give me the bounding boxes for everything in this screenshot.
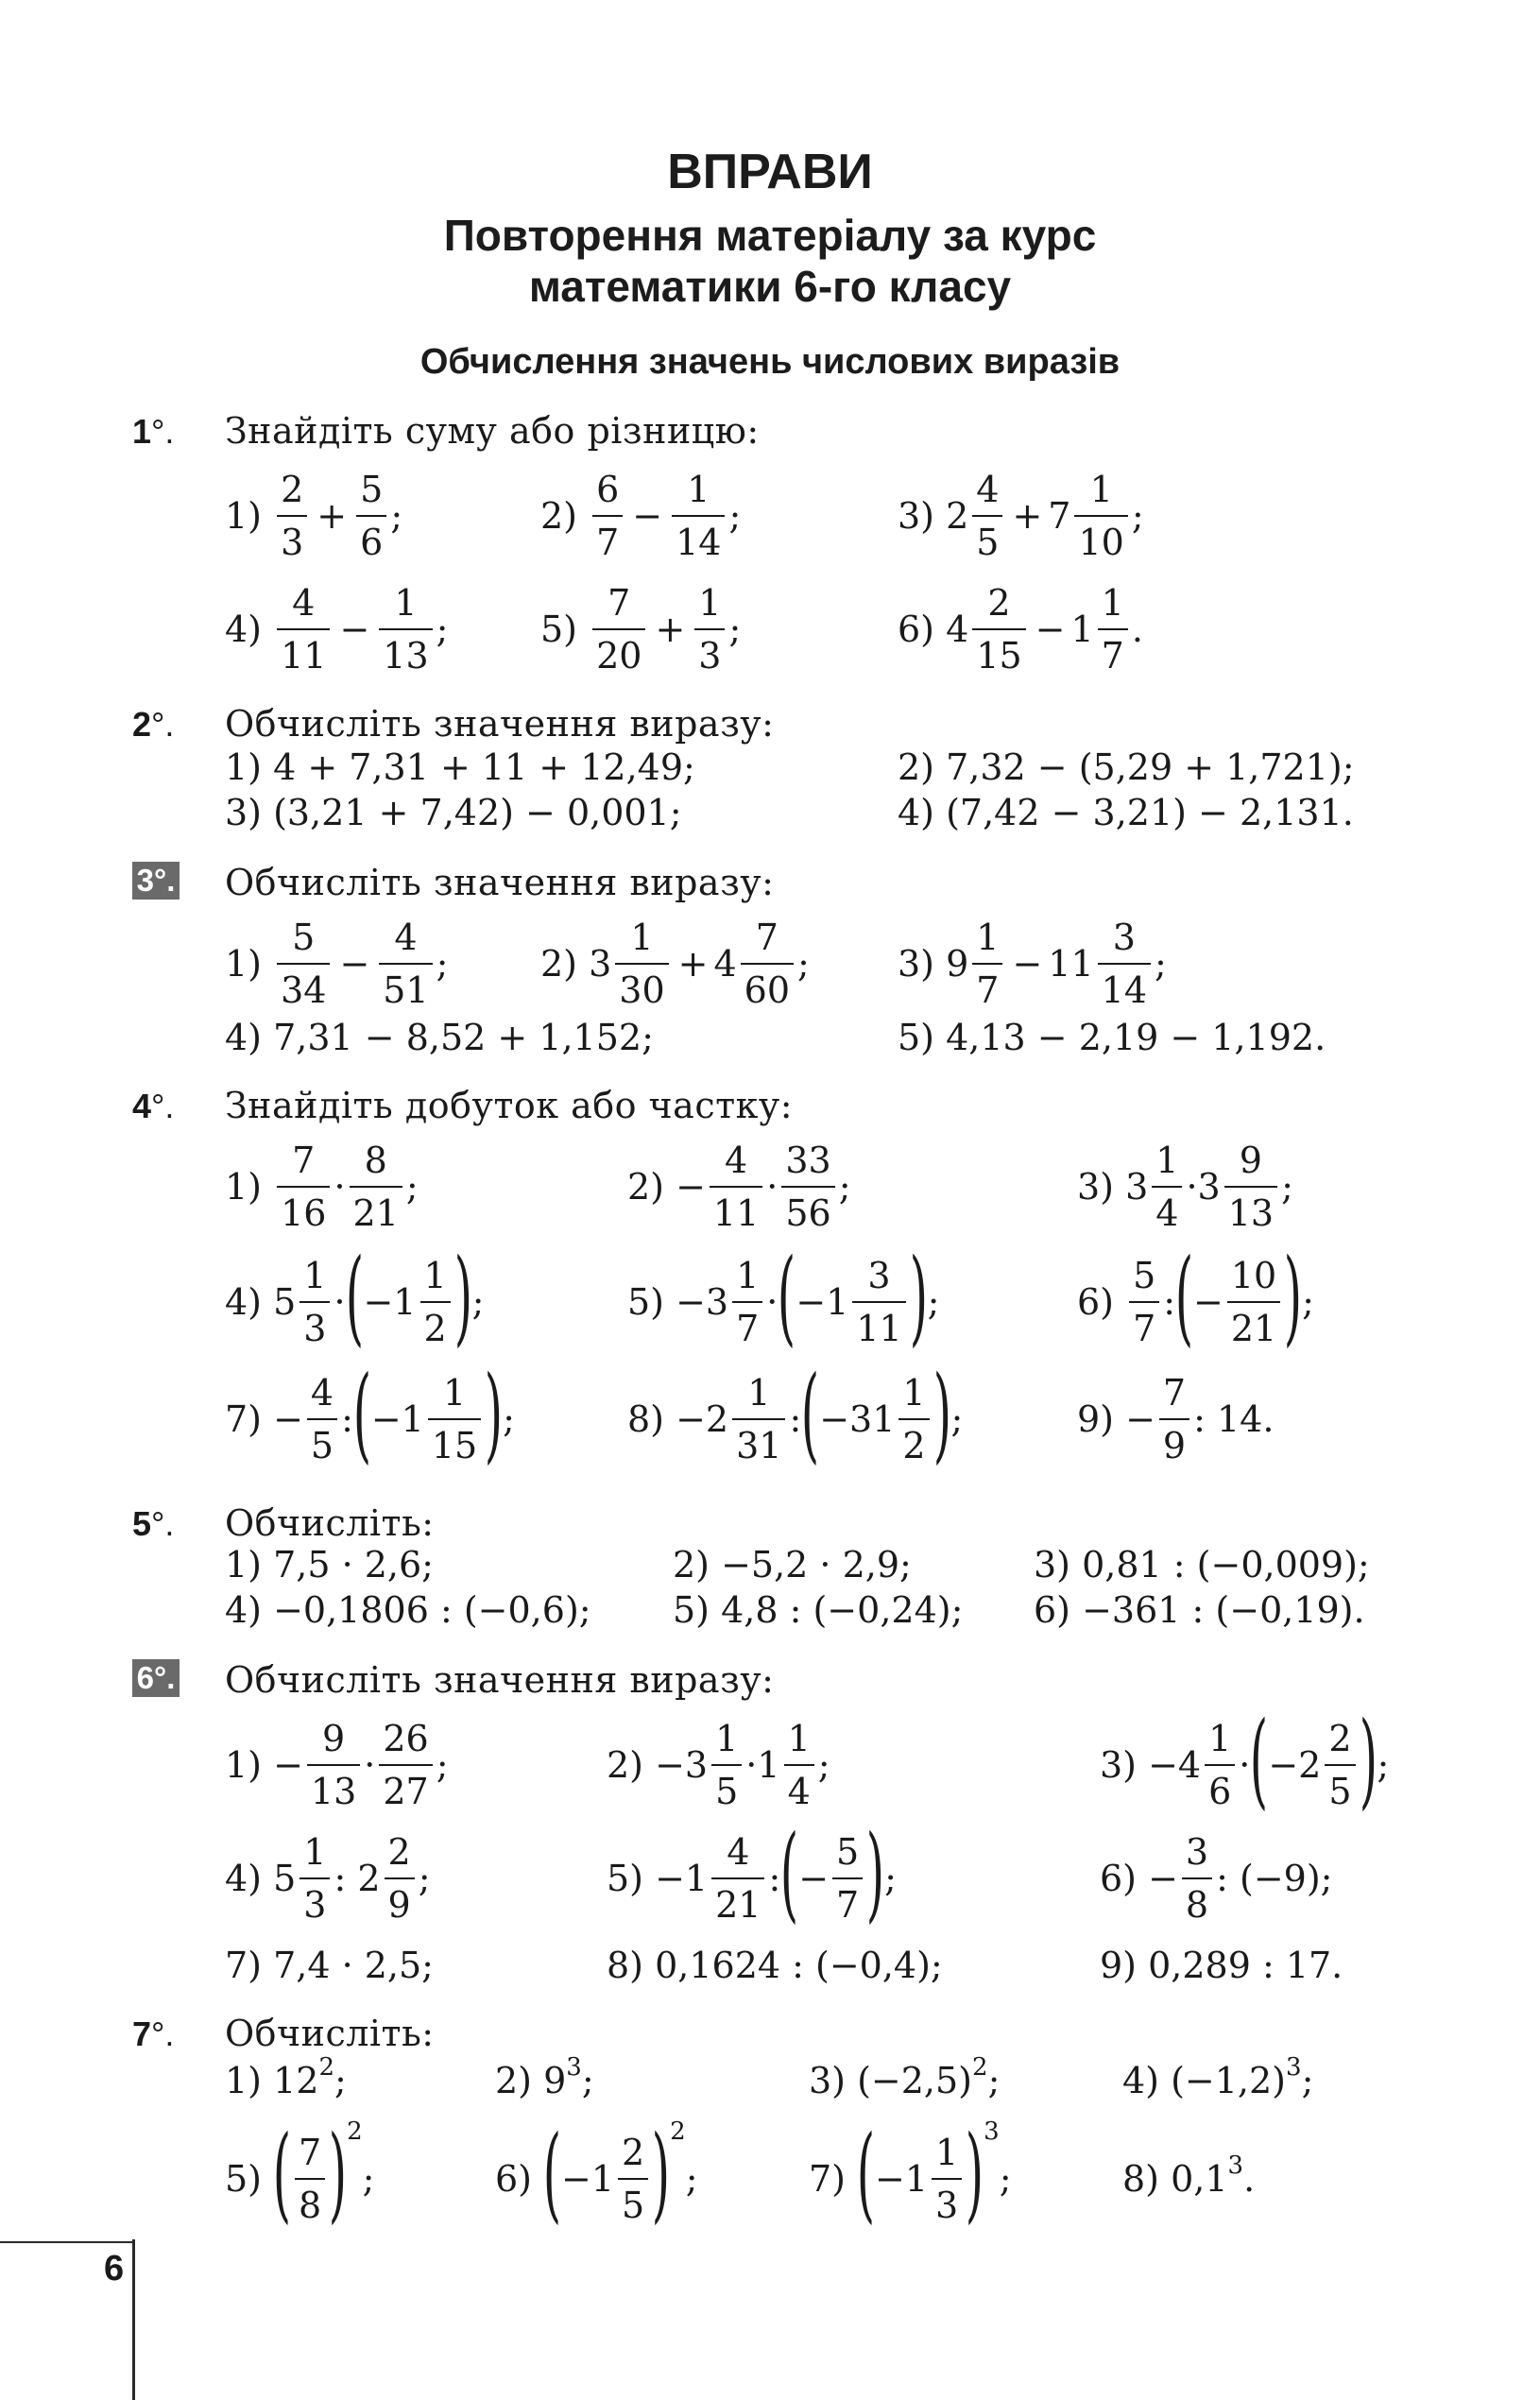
expression: 7) ( −1 $\frac{1}{3}$ ) 3 ; — [809, 2113, 1012, 2234]
expression: 2) 9 3 ; — [495, 2053, 594, 2101]
expression: 3) (3,21 + 7,42) − 0,001; — [225, 792, 682, 833]
expression: 8) 0,1 3 . — [1122, 2151, 1256, 2200]
expression: 6) 4 $\frac{2}{15}$ − 1 $\frac{1}{7}$ . — [898, 573, 1143, 686]
exercise-instruction: Знайдіть суму або різницю: — [225, 410, 760, 452]
expression: 2) − $\frac{4}{11}$ · $\frac{33}{56}$ ; — [627, 1130, 851, 1243]
expression: 6) −361 : (−0,19). — [1034, 1589, 1365, 1631]
exercise-number: 2°. — [132, 705, 175, 744]
expression: 6) − $\frac{3}{8}$ : (−9); — [1100, 1822, 1332, 1935]
page-subtitle: Повторення матеріалу за курс математики 6-го класу — [443, 211, 1097, 311]
expression: 1) $\frac{5}{34}$ − $\frac{4}{51}$ ; — [225, 907, 448, 1020]
expression: 2) 7,32 − (5,29 + 1,721); — [898, 746, 1355, 788]
expression: 3) 9 $\frac{1}{7}$ − 11 $\frac{3}{14}$ ; — [898, 907, 1167, 1020]
expression: 6) ( −1 $\frac{2}{5}$ ) 2 ; — [495, 2113, 698, 2234]
expression: 8) 0,1624 : (−0,4); — [607, 1945, 943, 1986]
expression: 7) − $\frac{4}{5}$ : ( −1 $\frac{1}{15}$ ) ; — [225, 1353, 515, 1474]
page-number: 6 — [104, 2249, 125, 2289]
expression: 4) 5 $\frac{1}{3}$ : 2 $\frac{2}{9}$ ; — [225, 1822, 431, 1935]
exercise-number: 7°. — [132, 2014, 175, 2053]
expression: 1) $\frac{2}{3}$ + $\frac{5}{6}$ ; — [225, 459, 402, 573]
exercise-number: 4°. — [132, 1087, 175, 1125]
expression: 1) 12 2 ; — [225, 2053, 347, 2101]
expression: 1) 7,5 · 2,6; — [225, 1544, 434, 1586]
exercise-instruction: Обчисліть значення виразу: — [225, 1659, 775, 1701]
expression: 4) 7,31 − 8,52 + 1,152; — [225, 1017, 654, 1058]
expression: 3) 2 $\frac{4}{5}$ + 7 $\frac{1}{10}$ ; — [898, 459, 1144, 573]
expression: 5) −1 $\frac{4}{21}$ : ( − $\frac{5}{7}$ ) ; — [607, 1812, 897, 1933]
expression: 4) 5 $\frac{1}{3}$ · ( −1 $\frac{1}{2}$ ) ; — [225, 1236, 485, 1357]
expression: 8) −2 $\frac{1}{31}$ : ( −31 $\frac{1}{2}$ ) ; — [627, 1353, 964, 1474]
page-title: ВПРАВИ — [667, 145, 873, 199]
exercise-instruction: Знайдіть добуток або частку: — [225, 1085, 794, 1126]
exercise-instruction: Обчисліть: — [225, 1502, 435, 1544]
expression: 4) $\frac{4}{11}$ − $\frac{1}{13}$ ; — [225, 573, 448, 686]
page-divider — [132, 2239, 135, 2400]
exercise-number-boxed: 6°. — [132, 1659, 180, 1697]
expression: 3) (−2,5) 2 ; — [809, 2053, 1001, 2101]
expression: 3) −4 $\frac{1}{6}$ · ( −2 $\frac{2}{5}$ ) ; — [1100, 1699, 1390, 1820]
expression: 3) 0,81 : (−0,009); — [1034, 1544, 1370, 1586]
expression: 6) $\frac{5}{7}$ : ( − $\frac{10}{21}$ ) ; — [1077, 1236, 1314, 1357]
exercise-instruction: Обчисліть значення виразу: — [225, 703, 775, 745]
expression: 5) −3 $\frac{1}{7}$ · ( −1 $\frac{3}{11}$ ) ; — [627, 1236, 940, 1357]
expression: 5) 4,8 : (−0,24); — [673, 1589, 964, 1631]
expression: 9) − $\frac{7}{9}$ : 14. — [1077, 1363, 1274, 1476]
expression: 2) −5,2 · 2,9; — [673, 1544, 912, 1586]
expression: 7) 7,4 · 2,5; — [225, 1945, 434, 1986]
expression: 1) $\frac{7}{16}$ · $\frac{8}{21}$ ; — [225, 1130, 419, 1243]
section-title: Обчислення значень числових виразів — [419, 342, 1121, 382]
exercise-instruction: Обчисліть значення виразу: — [225, 862, 775, 903]
expression: 9) 0,289 : 17. — [1100, 1945, 1343, 1986]
exercise-instruction: Обчисліть: — [225, 2013, 435, 2054]
exercise-number: 1°. — [132, 412, 175, 451]
expression: 4) −0,1806 : (−0,6); — [225, 1589, 591, 1631]
expression: 4) (−1,2) 3 ; — [1122, 2053, 1314, 2101]
expression: 5) ( $\frac{7}{8}$ ) 2 ; — [225, 2113, 375, 2234]
exercise-number-boxed: 3°. — [132, 862, 180, 900]
expression: 2) $\frac{6}{7}$ − $\frac{1}{14}$ ; — [540, 459, 741, 573]
expression: 5) 4,13 − 2,19 − 1,192. — [898, 1017, 1326, 1058]
page-divider — [0, 2241, 134, 2243]
expression: 2) 3 $\frac{1}{30}$ + 4 $\frac{7}{60}$ ; — [540, 907, 810, 1020]
expression: 1) − $\frac{9}{13}$ · $\frac{26}{27}$ ; — [225, 1708, 449, 1822]
expression: 1) 4 + 7,31 + 11 + 12,49; — [225, 746, 695, 788]
expression: 4) (7,42 − 3,21) − 2,131. — [898, 792, 1354, 833]
expression: 3) 3 $\frac{1}{4}$ ·3 $\frac{9}{13}$ ; — [1077, 1130, 1293, 1243]
exercise-number: 5°. — [132, 1504, 175, 1543]
expression: 5) $\frac{7}{20}$ + $\frac{1}{3}$ ; — [540, 573, 741, 686]
expression: 2) −3 $\frac{1}{5}$ ·1 $\frac{1}{4}$ ; — [607, 1708, 830, 1822]
